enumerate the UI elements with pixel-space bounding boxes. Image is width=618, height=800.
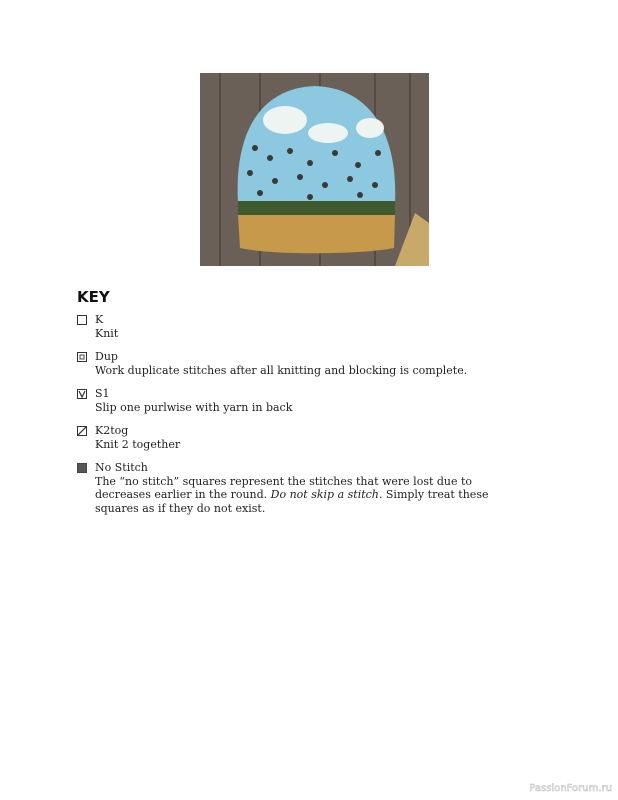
key-item-name: K2tog: [95, 424, 129, 437]
key-heading: KEY: [77, 288, 110, 306]
key-item-desc: [95, 475, 517, 516]
key-item-name: No Stitch: [95, 461, 148, 474]
key-item-desc: Knit 2 together: [95, 437, 181, 451]
filled-square-icon: [77, 463, 87, 473]
key-item-no-stitch: [77, 461, 517, 515]
key-item-desc: Knit: [95, 326, 119, 340]
v-square-icon: [77, 389, 87, 399]
desc-text: The “no stitch” squares represent the stitches that were lost due to decreases earlier in the round.: [95, 474, 473, 501]
key-item-name: Dup: [95, 350, 118, 363]
desc-emphasis: Do not skip a stitch.: [270, 488, 383, 501]
key-item-desc: Work duplicate stitches after all knitting and blocking is complete.: [95, 363, 468, 377]
key-item-desc: Slip one purlwise with yarn in back: [95, 400, 293, 414]
hat-photo: [200, 73, 429, 266]
key-item-k: [77, 313, 517, 340]
slash-square-icon: [77, 426, 87, 436]
key-item-s1: [77, 387, 517, 414]
key-item-name: S1: [95, 387, 110, 400]
empty-square-icon: [77, 315, 87, 325]
dot-square-icon: [77, 352, 87, 362]
watermark: PassionForum.ru: [529, 783, 612, 794]
desc-text: Simply treat these squares as if they do not exist.: [95, 488, 489, 515]
key-item-dup: [77, 350, 517, 377]
key-item-k2tog: [77, 424, 517, 451]
key-item-name: K: [95, 313, 104, 326]
